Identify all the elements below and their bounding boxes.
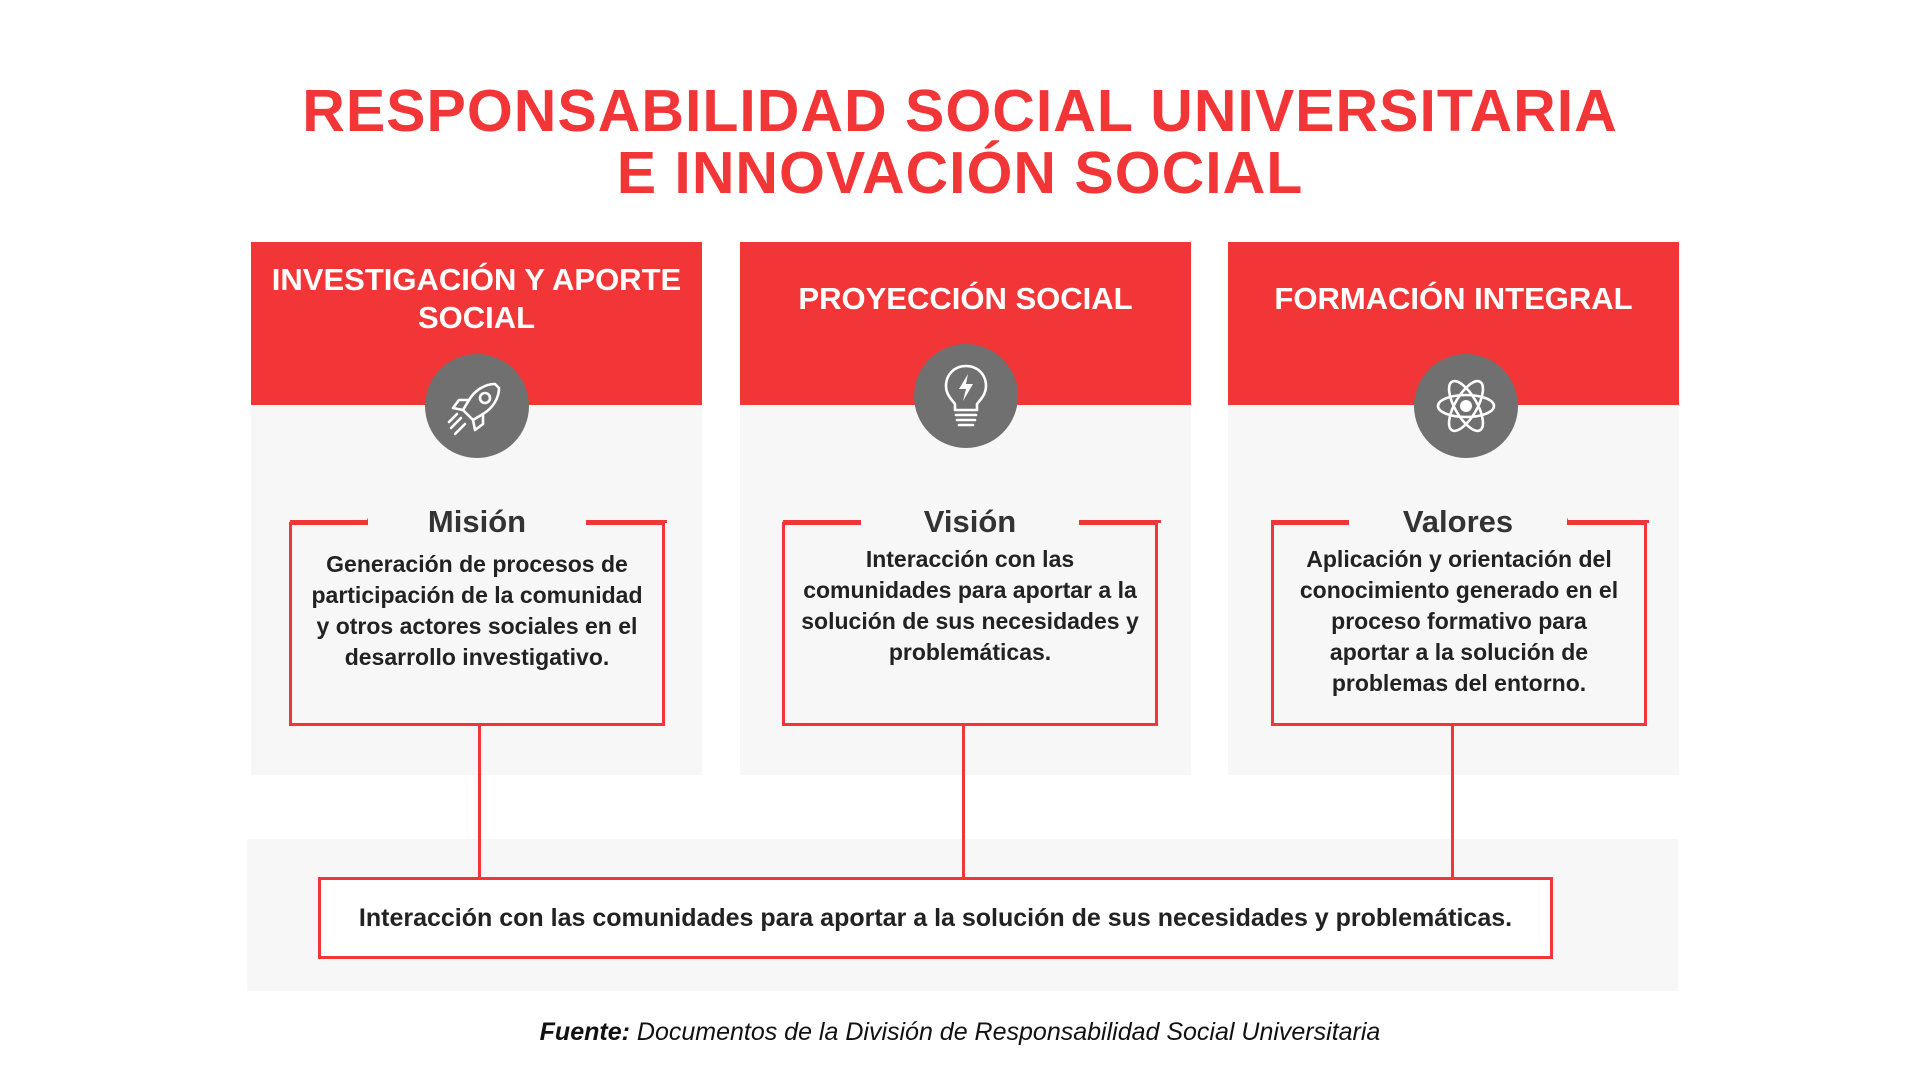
- source-label: Fuente:: [539, 1018, 630, 1046]
- page-title: [0, 80, 1920, 204]
- connector-line-2: [962, 726, 965, 877]
- column-header: PROYECCIÓN SOCIAL: [740, 242, 1191, 405]
- vision-label: Visión: [861, 504, 1079, 540]
- valores-label: Valores: [1349, 504, 1567, 540]
- column-header: INVESTIGACIÓN Y APORTE SOCIAL: [251, 242, 702, 405]
- mision-label: Misión: [368, 504, 586, 540]
- source-text: Documentos de la División de Responsabilidad Social Universitaria: [636, 1018, 1381, 1046]
- mision-text: Generación de procesos de participación de la comunidad y otros actores sociales en el desarrollo investigativo.: [311, 551, 643, 670]
- connector-line-1: [478, 726, 481, 877]
- lightbulb-icon: [914, 344, 1018, 448]
- title-line-2: E INNOVACIÓN SOCIAL: [616, 140, 1304, 206]
- rocket-icon: [425, 354, 529, 458]
- vision-text: Interacción con las comunidades para aportar a la solución de sus necesidades y problemáticas.: [801, 546, 1139, 665]
- summary-text: Interacción con las comunidades para aportar a la solución de sus necesidades y problemáticas.: [358, 903, 1513, 932]
- title-line-1: RESPONSABILIDAD SOCIAL UNIVERSITARIA: [302, 78, 1618, 144]
- source-note: [0, 1018, 1920, 1047]
- summary-box: [318, 877, 1553, 959]
- atom-icon: [1414, 354, 1518, 458]
- column-header: FORMACIÓN INTEGRAL: [1228, 242, 1679, 405]
- connector-line-3: [1451, 726, 1454, 877]
- valores-text: Aplicación y orientación del conocimiento generado en el proceso formativo para aportar a la solución de problemas del entorno.: [1299, 546, 1619, 696]
